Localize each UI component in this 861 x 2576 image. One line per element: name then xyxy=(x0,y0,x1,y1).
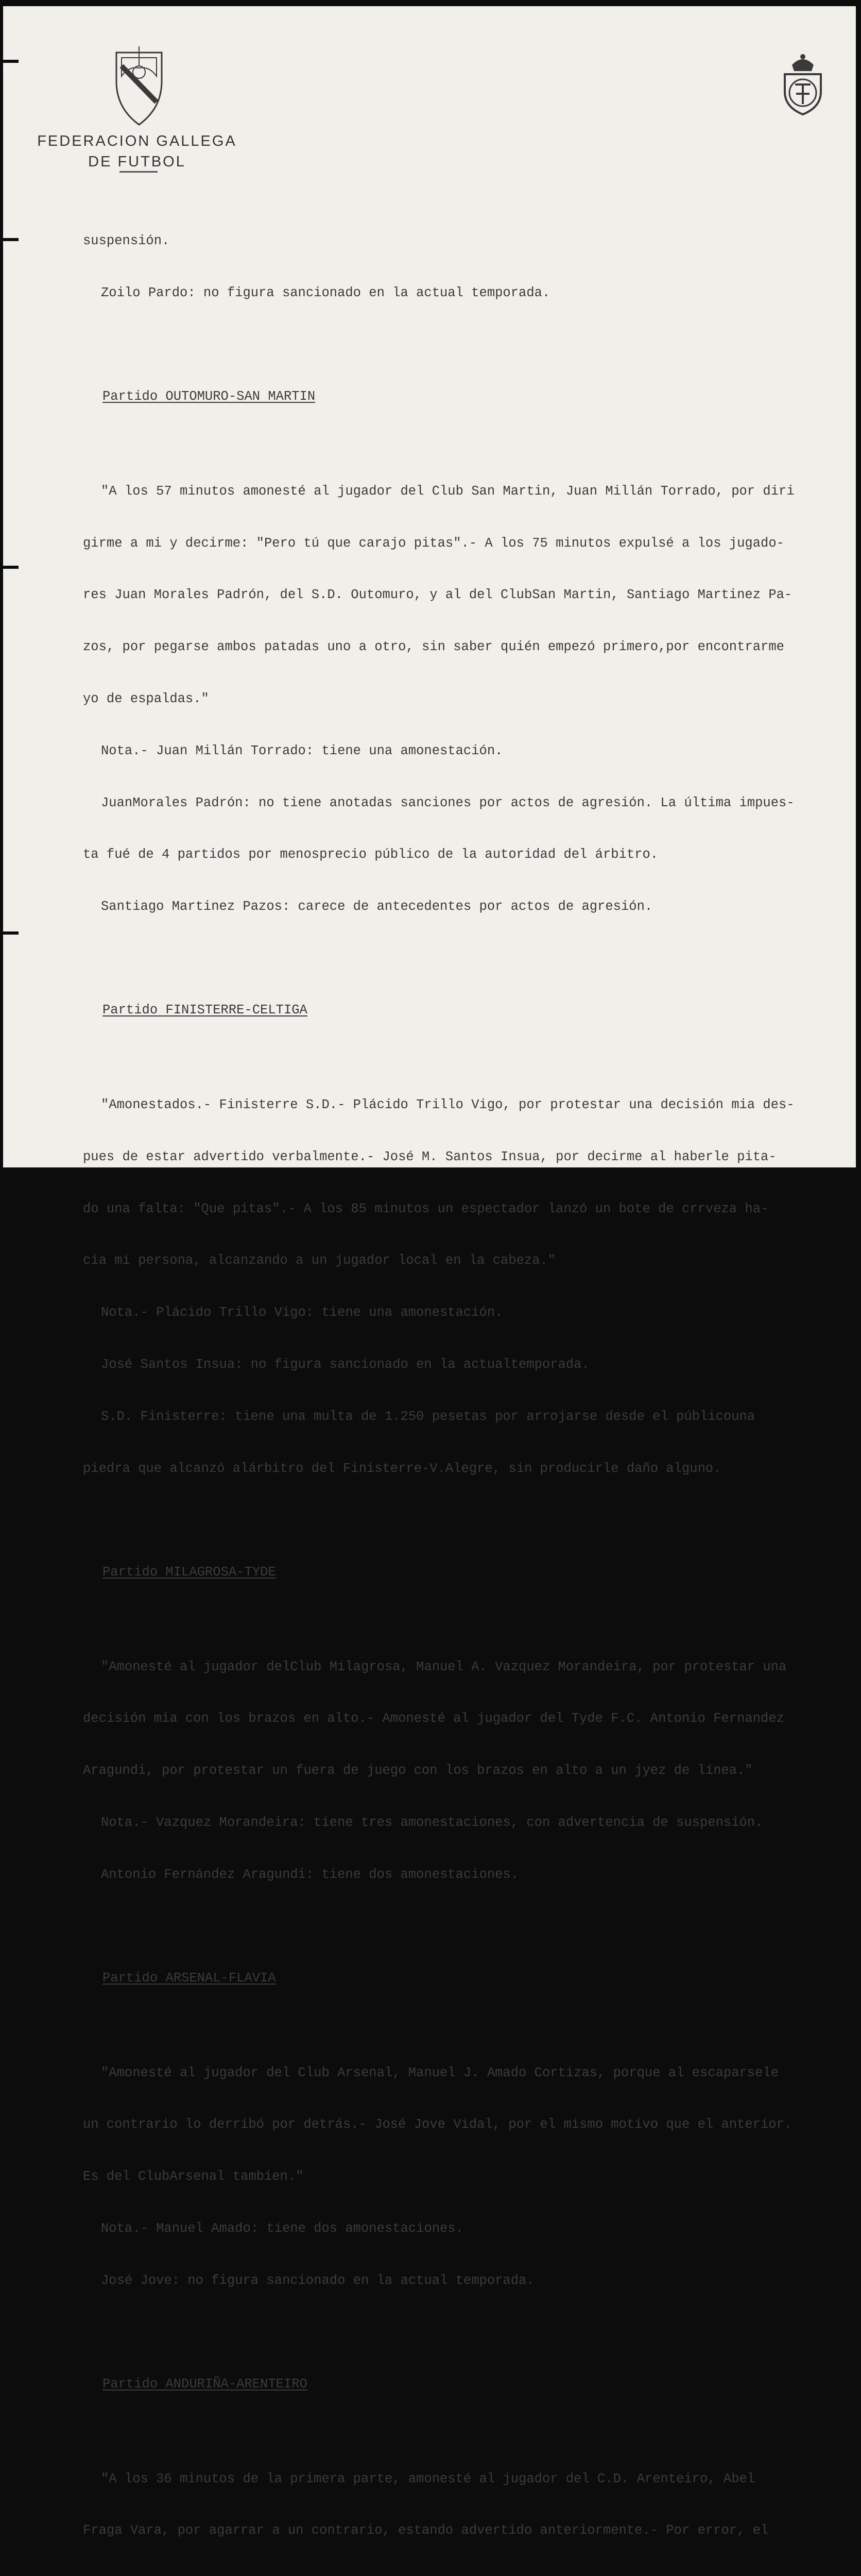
document-body xyxy=(83,198,855,2576)
federation-shield-logo xyxy=(113,45,165,128)
punch-hole-mark xyxy=(3,60,19,63)
document-page xyxy=(3,6,856,2538)
body-line: José Santos Insua: no figura sancionado en la actualtemporada. xyxy=(101,1357,590,1372)
section-heading-text: Partido ARSENAL-FLAVIA xyxy=(102,1970,276,1986)
body-line: "A los 36 minutos de la primera parte, amonesté al jugador del C.D. Arenteiro, Abel xyxy=(101,2471,755,2486)
body-line: Santiago Martinez Pazos: carece de antecedentes por actos de agresión. xyxy=(101,899,653,914)
note-line: Nota.- Vazquez Morandeira: tiene tres amonestaciones, con advertencia de suspensión. xyxy=(101,1815,763,1830)
body-line: res Juan Morales Padrón, del S.D. Outomuro, y al del ClubSan Martin, Santiago Martinez Pa- xyxy=(83,587,793,603)
section-heading xyxy=(83,2376,855,2393)
body-line: "Amonesté al jugador del Club Arsenal, Manuel J. Amado Cortizas, porque al escaparsele xyxy=(101,2065,779,2080)
body-line: Fraga Vara, por agarrar a un contrario, estando advertido anteriormente.- Por error, el xyxy=(83,2523,769,2538)
body-line: JuanMorales Padrón: no tiene anotadas sanciones por actos de agresión. La última impues- xyxy=(101,795,795,810)
body-line: S.D. Finisterre: tiene una multa de 1.250 pesetas por arrojarse desde el públicouna xyxy=(101,1409,755,1424)
body-line: José Jove: no figura sancionado en la actual temporada. xyxy=(101,2273,535,2288)
header-rule xyxy=(119,171,158,173)
section-heading xyxy=(83,388,855,405)
body-line: Aragundi, por protestar un fuera de juego con los brazos en alto a un jyez de línea." xyxy=(83,1763,753,1778)
body-line: pues de estar advertido verbalmente.- José M. Santos Insua, por decirme al haberle pita- xyxy=(83,1149,777,1164)
section-heading-text: Partido OUTOMURO-SAN MARTIN xyxy=(102,388,316,404)
body-line: zos, por pegarse ambos patadas uno a otro, sin saber quién empezó primero,por encontrarme xyxy=(83,639,784,655)
organization-line-2: DE FUTBOL xyxy=(88,154,186,170)
punch-hole-mark xyxy=(3,566,19,569)
body-line: do una falta: "Que pitas".- A los 85 minutos un espectador lanzó un bote de crrveza ha- xyxy=(83,1201,769,1216)
section-heading xyxy=(83,1970,855,1987)
punch-hole-mark xyxy=(3,238,19,241)
section-heading-text: Partido MILAGROSA-TYDE xyxy=(102,1564,276,1580)
punch-hole-mark xyxy=(3,931,19,935)
body-line xyxy=(83,2574,855,2576)
body-line: yo de espaldas." xyxy=(83,691,209,707)
note-line: Nota.- Juan Millán Torrado: tiene una amonestación. xyxy=(101,743,503,758)
body-line: cia mi persona, alcanzando a un jugador local en la cabeza." xyxy=(83,1253,556,1268)
body-line: un contrario lo derribó por detrás.- José Jove Vidal, por el mismo motivo que el anterior. xyxy=(83,2117,793,2132)
section-heading xyxy=(83,1002,855,1019)
section-heading-text: Partido ANDURIÑA-ARENTEIRO xyxy=(102,2376,307,2392)
body-line: "A los 57 minutos amonesté al jugador del Club San Martin, Juan Millán Torrado, por diri xyxy=(101,483,795,499)
note-line: Nota.- Plácido Trillo Vigo: tiene una amonestación. xyxy=(101,1305,503,1320)
body-line: "Amonestados.- Finisterre S.D.- Plácido Trillo Vigo, por protestar una decisión mia des- xyxy=(101,1097,795,1113)
body-line: decisión mia con los brazos en alto.- Amonesté al jugador del Tyde F.C. Antonio Fernandez xyxy=(83,1711,784,1726)
section-heading xyxy=(83,1564,855,1581)
intro-line: Zoilo Pardo: no figura sancionado en la actual temporada. xyxy=(101,285,550,300)
organization-name xyxy=(34,131,240,172)
body-line: "Amonesté al jugador delClub Milagrosa, Manuel A. Vazquez Morandeira, por protestar una xyxy=(101,1659,787,1674)
body-line: piedra que alcanzó alárbitro del Finisterre-V.Alegre, sin producirle daño alguno. xyxy=(83,1461,721,1476)
intro-line: suspensión. xyxy=(83,233,170,249)
body-line: Antonio Fernández Aragundi: tiene dos amonestaciones. xyxy=(101,1867,519,1882)
body-line: ta fué de 4 partidos por menosprecio público de la autoridad del árbitro. xyxy=(83,847,659,862)
body-line: girme a mi y decirme: "Pero tú que carajo pitas".- A los 75 minutos expulsé a los jugado- xyxy=(83,535,784,551)
body-line: Es del ClubArsenal tambien." xyxy=(83,2169,304,2184)
note-line: Nota.- Manuel Amado: tiene dos amonestaciones. xyxy=(101,2221,463,2236)
crowned-federation-crest xyxy=(780,50,826,117)
organization-line-1: FEDERACION GALLEGA xyxy=(37,133,237,149)
section-heading-text: Partido FINISTERRE-CELTIGA xyxy=(102,1003,307,1018)
